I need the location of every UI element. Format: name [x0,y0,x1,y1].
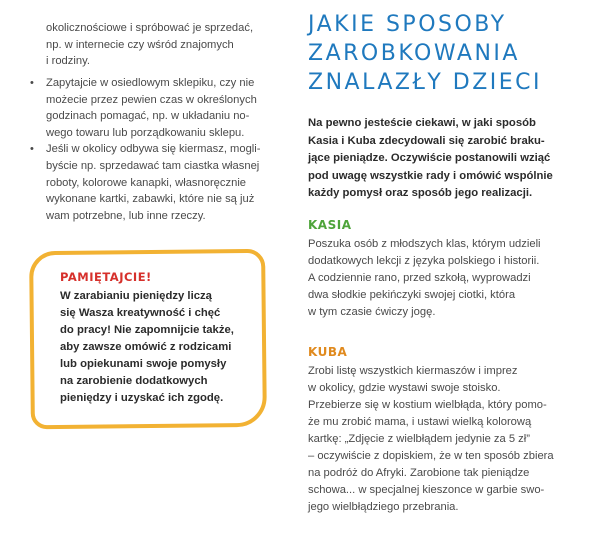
text-line: okolicznościowe i spróbować je sprzedać, [46,22,254,34]
intro-paragraph [308,115,578,203]
text-line: do pracy! Nie zapomnijcie także, [60,324,234,336]
bullet-icon: • [30,143,34,156]
text-line: schowa... w specjalnej kieszonce w garbie swo- [308,484,545,496]
text-line: każdy pomysł oraz sposób jego realizacji. [308,187,533,199]
text-line: w tym czasie ćwiczy jogę. [308,306,436,318]
text-line: Jeśli w okolicy odbywa się kiermasz, mogli- [46,143,261,156]
continuation-paragraph [46,20,266,70]
text-line: wykonane kartki, zabawki, które nie są już [46,193,255,206]
text-line: na podróż do Afryki. Zarobione tak pieniądze [308,467,530,479]
text-line: się Wasza kreatywność i chęć [60,307,221,319]
text-line: pieniędzy i uzyskać ich zgodę. [60,392,224,404]
text-line: lub opiekunami swoje pomysły [60,358,227,370]
remember-title: PAMIĘTAJCIE! [60,270,152,284]
text-line: np. w internecie czy wśród znajomych [46,38,234,51]
text-line: w okolicy, gdzie wystawi swoje stoisko. [308,382,501,394]
text-line: pod uwagę wszystkie rady i omówić wspólnie [308,169,553,182]
text-line: dwa słodkie pekińczyki swojej ciotki, która [308,289,516,301]
kasia-heading: KASIA [308,218,352,232]
text-line: – oczywiście z dopiskiem, że w ten sposób zbiera [308,450,554,462]
text-line: W zarabianiu pieniędzy liczą [60,290,212,302]
text-line: Zrobi listę wszystkich kiermaszów i imprez [308,365,518,377]
text-line: A codziennie rano, przed szkołą, wyprowadzi [308,272,531,284]
text-line: roboty, kolorowe kanapki, własnoręcznie [46,176,247,189]
section-title [308,10,578,97]
text-line: Przebierze się w kostium wielbłąda, który pomo- [308,399,547,411]
text-line: dodatkowych lekcji z języka polskiego i historii. [308,255,540,267]
text-line: kartkę: „Zdjęcie z wielbłądem jedynie za 5 zł” [308,433,530,445]
kuba-heading: KUBA [308,345,348,359]
text-line: Zapytajcie w osiedlowym sklepiku, czy nie [46,77,255,89]
remember-text [60,288,255,407]
text-line: Na pewno jesteście ciekawi, w jaki sposób [308,117,536,129]
text-line: wego towaru lub porządkowaniu sklepu. [46,126,245,139]
title-line: JAKIE SPOSOBY [308,12,507,37]
title-line: ZAROBKOWANIA [308,41,520,66]
title-line: ZNALAZŁY DZIECI [308,70,543,95]
text-line: Poszuka osób z młodszych klas, którym udzieli [308,238,541,250]
bullet-icon: • [30,77,34,89]
text-line: jego wielbłądziego przebrania. [308,501,459,513]
kuba-paragraph [308,363,580,516]
text-line: i rodziny. [46,55,90,68]
text-line: jące pieniądze. Oczywiście postanowili wziąć [308,152,551,164]
text-line: możecie przez pewien czas w określonych [46,93,257,106]
kasia-paragraph [308,236,580,321]
text-line: godzinach pomagać, np. w układaniu no- [46,110,250,123]
list-item [28,75,276,141]
text-line: wam potrzebne, lub inne rzeczy. [46,209,206,222]
tips-bullet-list [28,75,276,224]
list-item [28,141,276,224]
text-line: Kasia i Kuba zdecydowali się zarobić braku- [308,134,545,147]
text-line: że mu zrobić mama, i ustawi wielką kolorową [308,416,532,428]
text-line: na zarobienie dodatkowych [60,375,208,387]
text-line: byście np. sprzedawać tam ciastka własnej [46,159,260,172]
text-line: aby zawsze omówić z rodzicami [60,341,232,353]
